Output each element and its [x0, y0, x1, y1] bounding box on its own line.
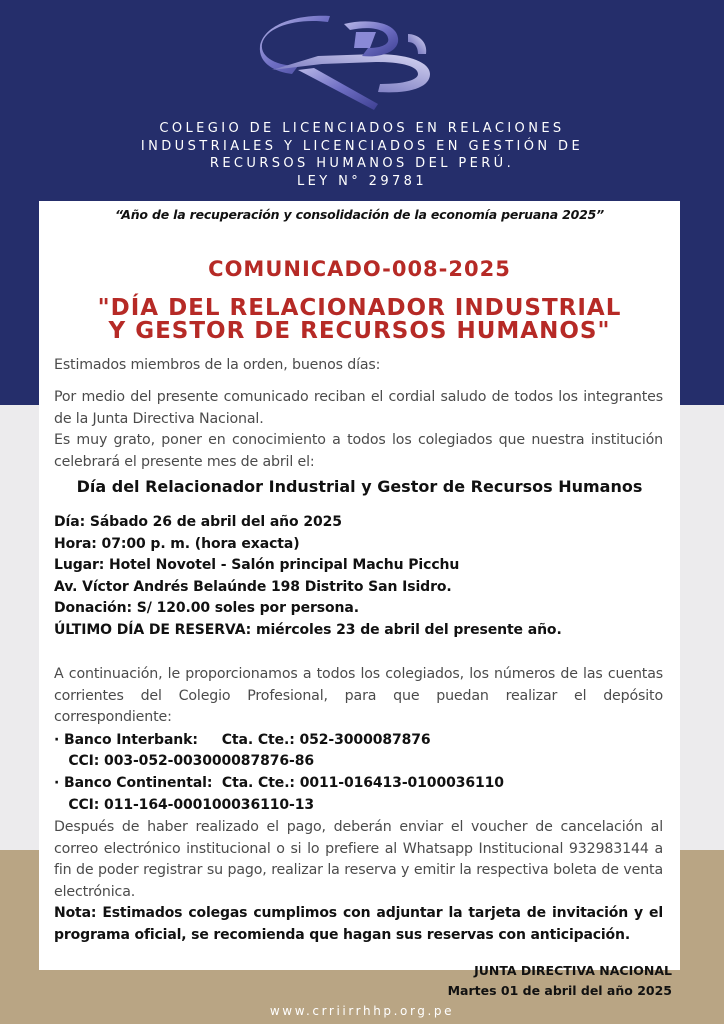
year-motto: “Año de la recuperación y consolidación de la economía peruana 2025” — [115, 207, 604, 222]
announcement-card — [39, 201, 680, 998]
bank-interbank-cci: CCI: 003-052-003000087876-86 — [54, 753, 315, 769]
intro-paragraph-2: Es muy grato, poner en conocimiento a todos los colegiados que nuestra institución celebrará el presente mes de abril el: — [54, 432, 663, 470]
org-line: COLEGIO DE LICENCIADOS EN RELACIONES — [159, 121, 565, 136]
event-title: Día del Relacionador Industrial y Gestor de Recursos Humanos — [76, 477, 643, 496]
headline-line: Y GESTOR DE RECURSOS HUMANOS" — [108, 318, 611, 344]
law-number: LEY N° 29781 — [296, 173, 428, 189]
bank-continental-cci: CCI: 011-164-000100036110-13 — [54, 797, 315, 813]
note: Nota: Estimados colegas cumplimos con adjuntar la tarjeta de invitación y el programa oficial, se recomienda que hagan sus reservas con anticipación. — [54, 905, 663, 943]
website-link[interactable]: www.crriirrhhp.org.pe — [269, 1004, 455, 1018]
headline — [39, 297, 680, 343]
payment-instructions: Después de haber realizado el pago, deberán enviar el voucher de cancelación al correo electrónico institucional o si lo prefiere al Whatsapp Institucional 932983144 a fin de poder registrar su pago, realizar la reserva y emitir la respectiva boleta de venta electrónica. — [54, 819, 663, 900]
detail-day: Día: Sábado 26 de abril del año 2025 — [54, 514, 342, 530]
bank-interbank: · Banco Interbank: Cta. Cte.: 052-3000087876 — [54, 732, 431, 748]
organization-name — [0, 120, 724, 190]
signature-date: Martes 01 de abril del año 2025 — [447, 983, 672, 998]
intro-paragraph-1: Por medio del presente comunicado reciban el cordial saludo de todos los integrantes de la Junta Directiva Nacional. — [54, 389, 663, 427]
signature-name: JUNTA DIRECTIVA NACIONAL — [474, 963, 672, 978]
org-line: INDUSTRIALES Y LICENCIADOS EN GESTIÓN DE — [140, 138, 584, 154]
headline-line: "DÍA DEL RELACIONADOR INDUSTRIAL — [97, 295, 622, 321]
greeting: Estimados miembros de la orden, buenos días: — [54, 357, 381, 373]
detail-donation: Donación: S/ 120.00 soles por persona. — [54, 600, 359, 616]
detail-address: Av. Víctor Andrés Belaúnde 198 Distrito San Isidro. — [54, 578, 452, 595]
signature — [448, 961, 672, 1001]
comunicado-number: COMUNICADO-008-2025 — [208, 257, 511, 281]
event-details — [54, 512, 663, 641]
bank-continental: · Banco Continental: Cta. Cte.: 0011-016413-0100036110 — [54, 775, 504, 791]
accounts-intro: A continuación, le proporcionamos a todos los colegiados, los números de las cuentas corrientes del Colegio Profesional, para que puedan realizar el depósito correspondiente: — [54, 666, 663, 725]
detail-deadline: ÚLTIMO DÍA DE RESERVA: miércoles 23 de abril del presente año. — [54, 621, 562, 638]
org-line: RECURSOS HUMANOS DEL PERÚ. — [209, 156, 515, 171]
detail-time: Hora: 07:00 p. m. (hora exacta) — [54, 535, 300, 552]
detail-venue: Lugar: Hotel Novotel - Salón principal Machu Picchu — [54, 557, 460, 573]
crp-logo-icon — [258, 14, 434, 112]
